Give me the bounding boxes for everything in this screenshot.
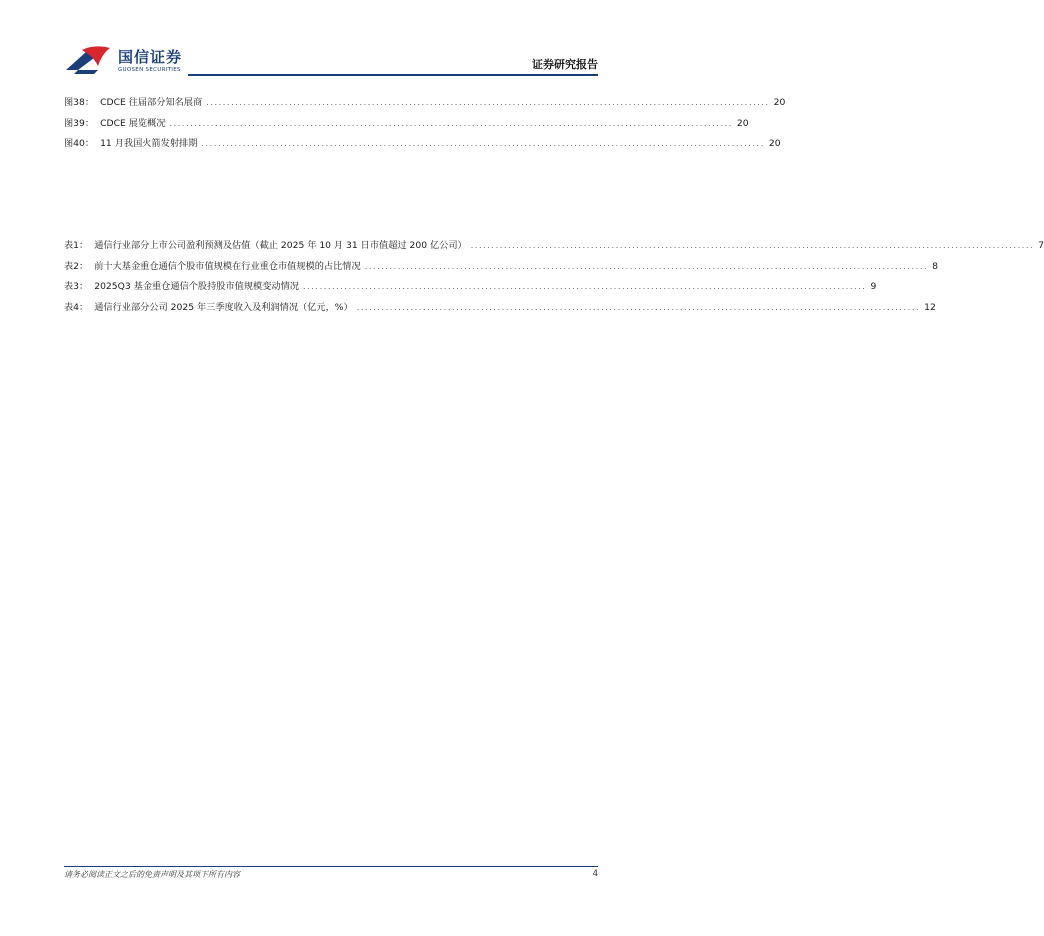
toc-entry[interactable] [64,115,749,136]
toc-title: CDCE 往届部分知名展商 [100,97,203,108]
footer-divider [64,866,598,867]
header-divider [188,74,598,76]
toc-entry[interactable] [64,94,786,115]
toc-page-number: 20 [736,117,749,129]
toc-page-number: 20 [768,138,781,149]
toc-leader: ........................................................................................................................................ [206,98,770,107]
page-number: 4 [592,869,598,879]
brand-name-en: GUOSEN SECURITIES [118,67,181,73]
guosen-logo-icon [64,44,114,76]
toc-title: CDCE 展览概况 [100,117,166,129]
report-type: 证券研究报告 [532,58,598,71]
toc-title: 11 月我国火箭发射排期 [100,138,198,149]
toc-entry[interactable] [64,299,936,320]
toc-label: 图40： [64,138,95,149]
table-list [64,237,1044,319]
toc-entry[interactable] [64,135,781,156]
toc-label: 表4： [64,301,89,313]
toc-title: 前十大基金重仓通信个股市值规模在行业重仓市值规模的占比情况 [94,260,361,272]
toc-title: 通信行业部分上市公司盈利预测及估值（截止 2025 年 10 月 31 日市值超过 200 亿公司） [94,240,467,251]
toc-page-number: 20 [773,97,786,108]
toc-page-number: 8 [932,260,938,272]
toc-leader: ........................................................................................................................................ [169,118,733,128]
toc-entry[interactable] [64,278,877,299]
toc-label: 表2： [64,260,89,272]
toc-page-number: 9 [870,281,877,292]
toc-leader: ........................................................................................................................................ [201,139,765,148]
toc-entry[interactable] [64,237,1044,258]
toc-leader: ........................................................................................................................................ [364,261,929,271]
toc-label: 图39： [64,117,95,129]
toc-label: 表3： [64,281,89,292]
toc-title: 2025Q3 基金重仓通信个股持股市值规模变动情况 [94,281,299,292]
toc-leader: ........................................................................................................................................ [303,282,867,291]
toc-title: 通信行业部分公司 2025 年三季度收入及利润情况（亿元，%） [94,301,353,313]
page-header [0,0,662,80]
toc-entry[interactable] [64,258,938,279]
toc-label: 表1： [64,240,89,251]
brand-name: 国信证券 [118,48,183,66]
toc-label: 图38： [64,97,95,108]
toc-page-number: 7 [1038,240,1044,251]
toc-page-number: 12 [924,301,936,313]
disclaimer-note: 请务必阅读正文之后的免责声明及其项下所有内容 [64,870,240,879]
figure-list [64,94,786,156]
toc-leader: ........................................................................................................................................ [470,241,1035,250]
toc-leader: ........................................................................................................................................ [356,302,921,312]
